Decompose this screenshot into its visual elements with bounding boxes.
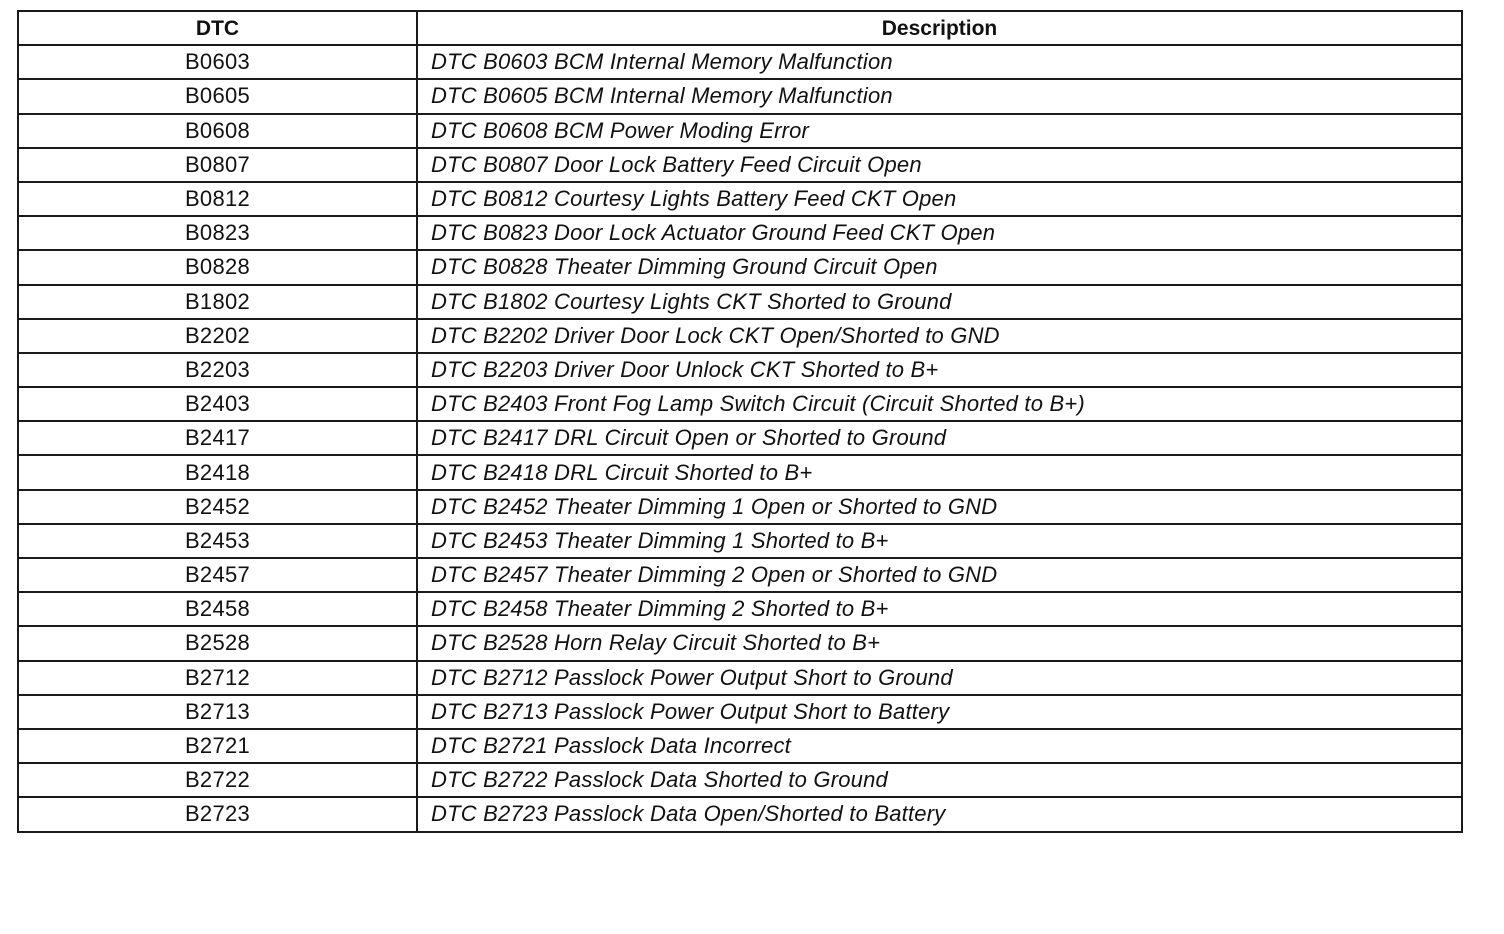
dtc-code-cell: B0812 [18,182,417,216]
dtc-code-cell: B0823 [18,216,417,250]
dtc-code-cell: B2723 [18,797,417,831]
dtc-description-cell: DTC B0807 Door Lock Battery Feed Circuit Open [417,148,1462,182]
dtc-code-cell: B2453 [18,524,417,558]
dtc-code-cell: B2458 [18,592,417,626]
table-row [18,182,1462,216]
table-row [18,285,1462,319]
dtc-description-cell: DTC B0812 Courtesy Lights Battery Feed CKT Open [417,182,1462,216]
dtc-description-cell: DTC B0608 BCM Power Moding Error [417,114,1462,148]
dtc-code-cell: B2452 [18,490,417,524]
dtc-code-cell: B0603 [18,45,417,79]
dtc-description-cell: DTC B2722 Passlock Data Shorted to Ground [417,763,1462,797]
table-row [18,695,1462,729]
table-row [18,216,1462,250]
dtc-description-cell: DTC B2453 Theater Dimming 1 Shorted to B+ [417,524,1462,558]
dtc-description-cell: DTC B2403 Front Fog Lamp Switch Circuit (Circuit Shorted to B+) [417,387,1462,421]
dtc-description-cell: DTC B0823 Door Lock Actuator Ground Feed CKT Open [417,216,1462,250]
dtc-code-cell: B2713 [18,695,417,729]
dtc-description-cell: DTC B0605 BCM Internal Memory Malfunction [417,79,1462,113]
table-row [18,148,1462,182]
dtc-description-cell: DTC B2418 DRL Circuit Shorted to B+ [417,455,1462,489]
dtc-description-cell: DTC B2458 Theater Dimming 2 Shorted to B+ [417,592,1462,626]
table-row [18,592,1462,626]
dtc-code-cell: B0605 [18,79,417,113]
dtc-code-cell: B1802 [18,285,417,319]
table-row [18,524,1462,558]
table-row [18,729,1462,763]
table-row [18,455,1462,489]
table-row [18,319,1462,353]
dtc-code-cell: B0828 [18,250,417,284]
table-row [18,79,1462,113]
dtc-description-cell: DTC B2713 Passlock Power Output Short to Battery [417,695,1462,729]
dtc-description-cell: DTC B2417 DRL Circuit Open or Shorted to Ground [417,421,1462,455]
dtc-description-cell: DTC B2457 Theater Dimming 2 Open or Shorted to GND [417,558,1462,592]
table-body [18,45,1462,831]
dtc-table [17,10,1463,833]
dtc-code-cell: B2721 [18,729,417,763]
table-row [18,387,1462,421]
table-row [18,797,1462,831]
header-row [18,11,1462,45]
dtc-code-cell: B2202 [18,319,417,353]
dtc-description-cell: DTC B0603 BCM Internal Memory Malfunction [417,45,1462,79]
dtc-code-cell: B2528 [18,626,417,660]
table-row [18,353,1462,387]
dtc-description-cell: DTC B2723 Passlock Data Open/Shorted to Battery [417,797,1462,831]
dtc-code-cell: B0807 [18,148,417,182]
dtc-code-cell: B2417 [18,421,417,455]
dtc-description-cell: DTC B2528 Horn Relay Circuit Shorted to B+ [417,626,1462,660]
dtc-code-cell: B2457 [18,558,417,592]
table-row [18,250,1462,284]
dtc-column-header: DTC [18,11,417,45]
dtc-description-cell: DTC B2203 Driver Door Unlock CKT Shorted to B+ [417,353,1462,387]
table-row [18,421,1462,455]
dtc-code-cell: B0608 [18,114,417,148]
dtc-description-cell: DTC B2721 Passlock Data Incorrect [417,729,1462,763]
dtc-code-cell: B2203 [18,353,417,387]
table-row [18,490,1462,524]
description-column-header: Description [417,11,1462,45]
dtc-description-cell: DTC B0828 Theater Dimming Ground Circuit Open [417,250,1462,284]
dtc-code-cell: B2722 [18,763,417,797]
dtc-code-cell: B2403 [18,387,417,421]
dtc-code-cell: B2418 [18,455,417,489]
table-row [18,661,1462,695]
table-row [18,45,1462,79]
dtc-code-cell: B2712 [18,661,417,695]
table-row [18,626,1462,660]
table-row [18,558,1462,592]
dtc-description-cell: DTC B1802 Courtesy Lights CKT Shorted to Ground [417,285,1462,319]
dtc-description-cell: DTC B2452 Theater Dimming 1 Open or Shorted to GND [417,490,1462,524]
table-row [18,114,1462,148]
dtc-description-cell: DTC B2202 Driver Door Lock CKT Open/Shorted to GND [417,319,1462,353]
dtc-description-cell: DTC B2712 Passlock Power Output Short to Ground [417,661,1462,695]
table-row [18,763,1462,797]
